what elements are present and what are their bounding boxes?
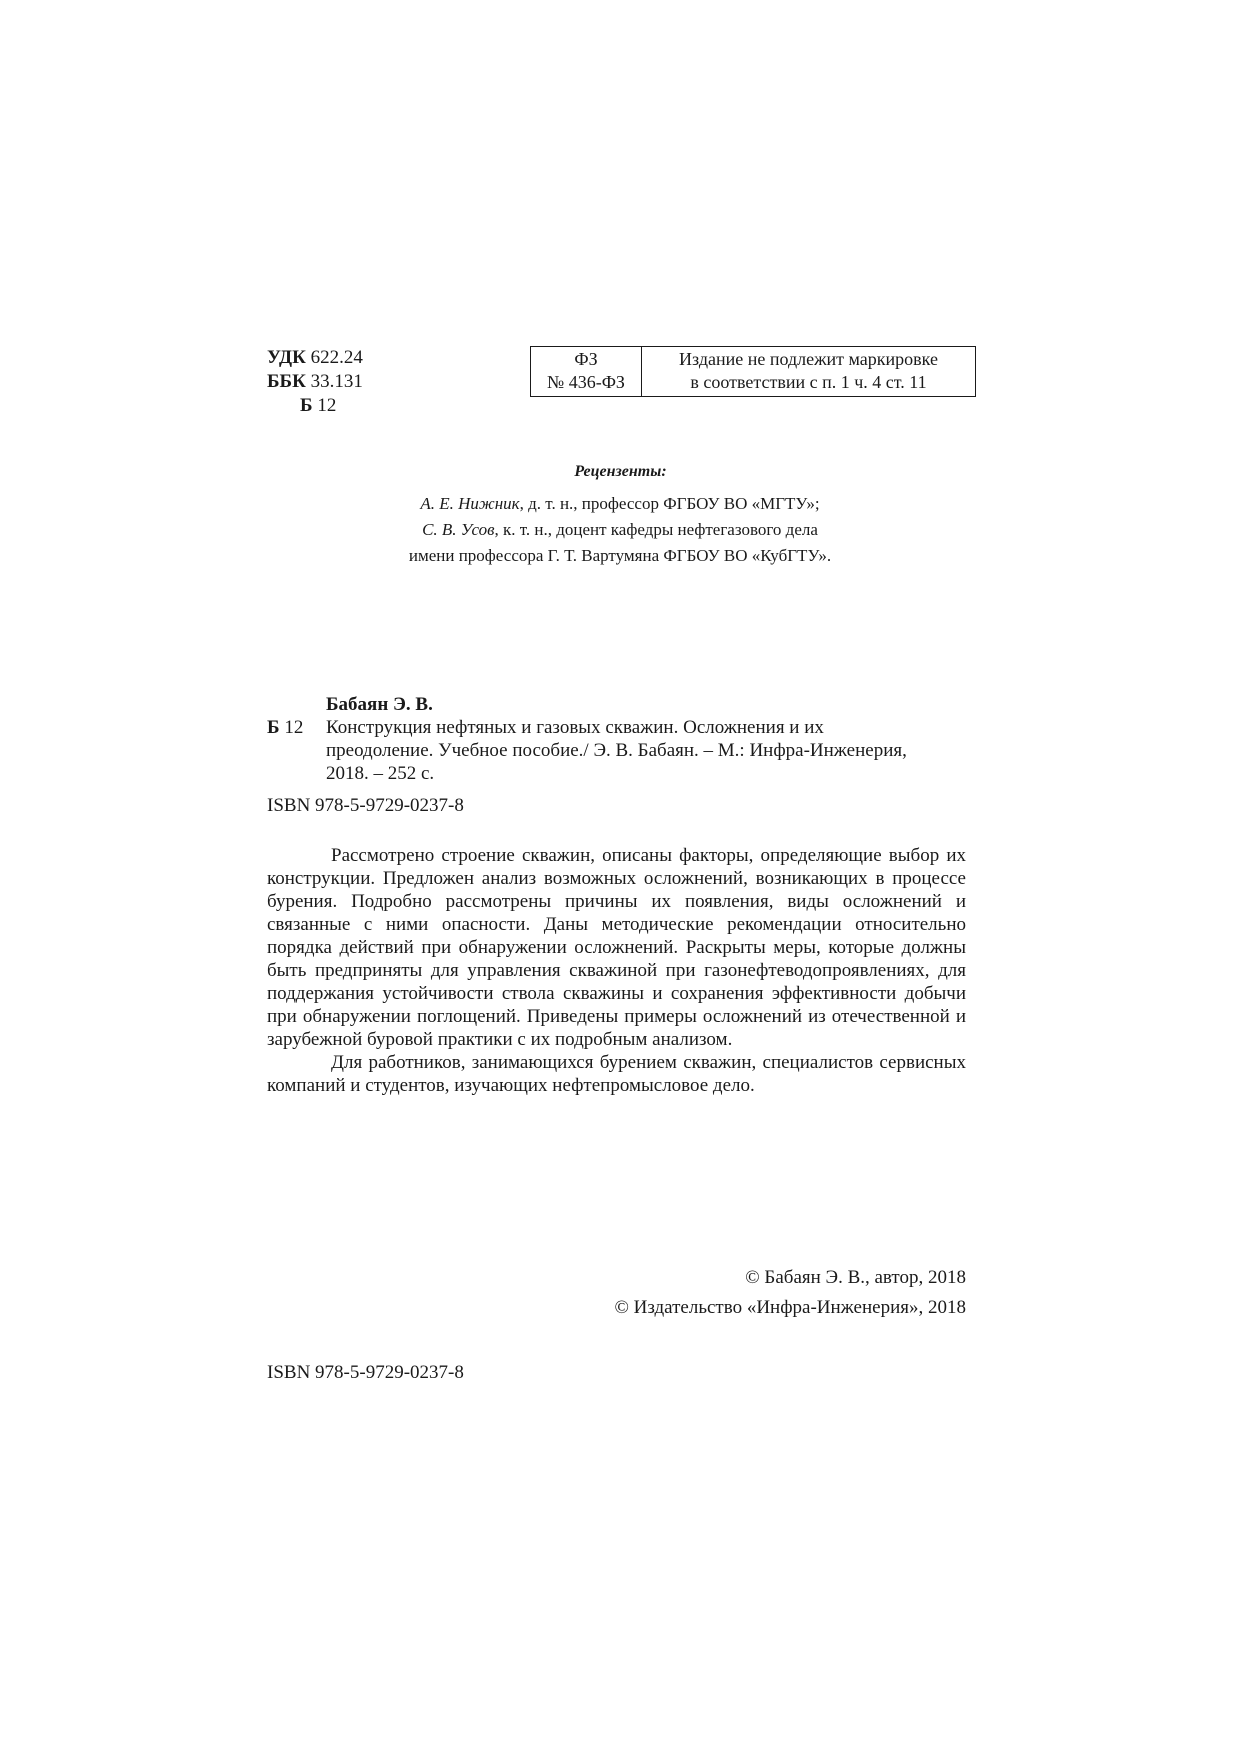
- bbk-code: ББК 33.131: [267, 371, 363, 392]
- annotation-paragraph: Рассмотрено строение скважин, описаны факторы, определяющие выбор их конструкции. Предложен анализ возможных осложнений, возникающих в процессе бурения. Подробно рассмотрены причины их появления, виды осложнений и связанные с ними опасности. Даны методические рекомендации относительно порядка действий при обнаружении осложнений. Раскрыты меры, которые должны быть предприняты для управления скважиной при газонефтеводопроявлениях, для поддержания устойчивости ствола скважины и сохранения эффективности добычи при обнаружении поглощений. Приведены примеры осложнений из отечественной и зарубежной буровой практики с их подробным анализом.: [267, 845, 966, 1050]
- reviewer-2-affiliation: имени профессора Г. Т. Вартумяна ФГБОУ ВО «КубГТУ».: [408, 546, 832, 565]
- bib-description: Конструкция нефтяных и газовых скважин. Осложнения и их преодоление. Учебное пособие./ Э. В. Бабаян. – М.: Инфра-Инженерия, 2018. – 252 с.: [326, 717, 907, 784]
- classification-codes: [267, 346, 363, 418]
- fz-marking-table: [530, 346, 976, 397]
- copyright-block: [560, 1263, 966, 1323]
- copyright-publisher: © Издательство «Инфра-Инженерия», 2018: [614, 1297, 966, 1318]
- isbn-footer: ISBN 978-5-9729-0237-8: [267, 1362, 464, 1383]
- reviewers-title: Рецензенты:: [574, 463, 667, 480]
- fz-law-cell: ФЗ № 436-ФЗ: [531, 347, 642, 396]
- copyright-author: © Бабаян Э. В., автор, 2018: [745, 1267, 966, 1288]
- fz-note-cell: Издание не подлежит маркировке в соответствии с п. 1 ч. 4 ст. 11: [679, 349, 938, 392]
- author-mark-code: Б 12: [300, 395, 337, 416]
- udk-code: УДК 622.24: [267, 347, 363, 368]
- annotation-paragraph: Для работников, занимающихся бурением скважин, специалистов сервисных компаний и студентов, изучающих нефтепромысловое дело.: [267, 1052, 966, 1096]
- bib-index: Б 12: [267, 717, 304, 738]
- reviewers-list: [370, 491, 870, 569]
- annotation: [267, 844, 966, 1097]
- isbn-bib: ISBN 978-5-9729-0237-8: [267, 795, 464, 816]
- reviewer-1: А. Е. Нижник, д. т. н., профессор ФГБОУ ВО «МГТУ»;: [420, 494, 820, 513]
- book-author: Бабаян Э. В.: [326, 694, 433, 715]
- reviewer-2: С. В. Усов, к. т. н., доцент кафедры нефтегазового дела: [422, 520, 818, 539]
